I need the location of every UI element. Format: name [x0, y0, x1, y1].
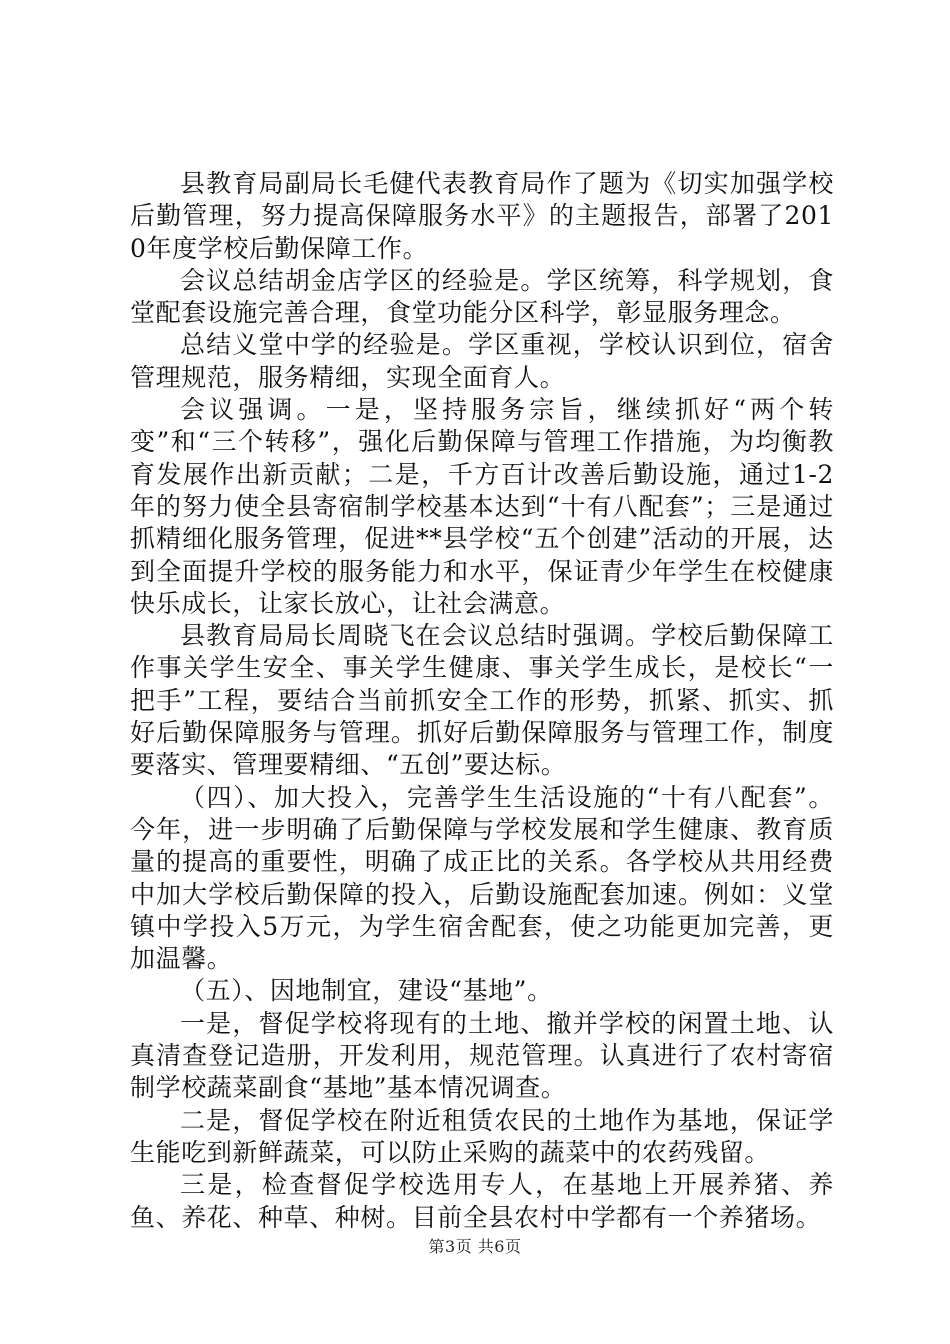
paragraph-section-five-heading: （五）、因地制宜，建设“基地”。 — [180, 976, 553, 1006]
page-number: 第3页 共6页 — [428, 1237, 522, 1256]
paragraph-item-two: 二是，督促学校在附近租赁农民的土地作为基地，保证学生能吃到新鲜蔬菜，可以防止采购的蔬菜中的农药残留。 — [130, 1105, 834, 1167]
paragraph-yitang-experience: 总结义堂中学的经验是。学区重视，学校认识到位，宿舍管理规范，服务精细，实现全面育人。 — [130, 330, 834, 392]
paragraph-hujindian-experience: 会议总结胡金店学区的经验是。学区统筹，科学规划，食堂配套设施完善合理，食堂功能分区科学，彰显服务理念。 — [130, 265, 834, 328]
paragraph-director-summary: 县教育局局长周晓飞在会议总结时强调。学校后勤保障工作事关学生安全、事关学生健康、事关学生成长，是校长“一把手”工程，要结合当前抓安全工作的形势，抓紧、抓实、抓好后勤保障服务与管理。抓好后勤保障服务与管理工作，制度要落实、管理要精细、“五创”要达标。 — [130, 621, 834, 780]
paragraph-item-three: 三是，检查督促学校选用专人，在基地上开展养猪、养鱼、养花、种草、种树。目前全县农村中学都有一个养猪场。 — [130, 1170, 834, 1232]
paragraph-item-one: 一是，督促学校将现有的土地、撤并学校的闲置土地、认真清查登记造册，开发利用，规范管理。认真进行了农村寄宿制学校蔬菜副食“基地”基本情况调查。 — [130, 1008, 834, 1103]
paragraph-report: 县教育局副局长毛健代表教育局作了题为《切实加强学校后勤管理，努力提高保障服务水平》的主题报告，部署了2010年度学校后勤保障工作。 — [130, 169, 834, 263]
paragraph-section-four: （四）、加大投入，完善学生生活设施的“十有八配套”。今年，进一步明确了后勤保障与学校发展和学生健康、教育质量的提高的重要性，明确了成正比的关系。各学校从共用经费中加大学校后勤保障的投入，后勤设施配套加速。例如：义堂镇中学投入5万元，为学生宿舍配套，使之功能更加完善，更加温馨。 — [130, 782, 834, 974]
paragraph-meeting-emphasis: 会议强调。一是，坚持服务宗旨，继续抓好“两个转变”和“三个转移”，强化后勤保障与管理工作措施，为均衡教育发展作出新贡献；二是，千方百计改善后勤设施，通过1-2年的努力使全县寄宿制学校基本达到“十有八配套”；三是通过抓精细化服务管理，促进**县学校“五个创建”活动的开展，达到全面提升学校的服务能力和水平，保证青少年学生在校健康快乐成长，让家长放心，让社会满意。 — [130, 395, 834, 618]
document-body — [130, 168, 834, 1234]
